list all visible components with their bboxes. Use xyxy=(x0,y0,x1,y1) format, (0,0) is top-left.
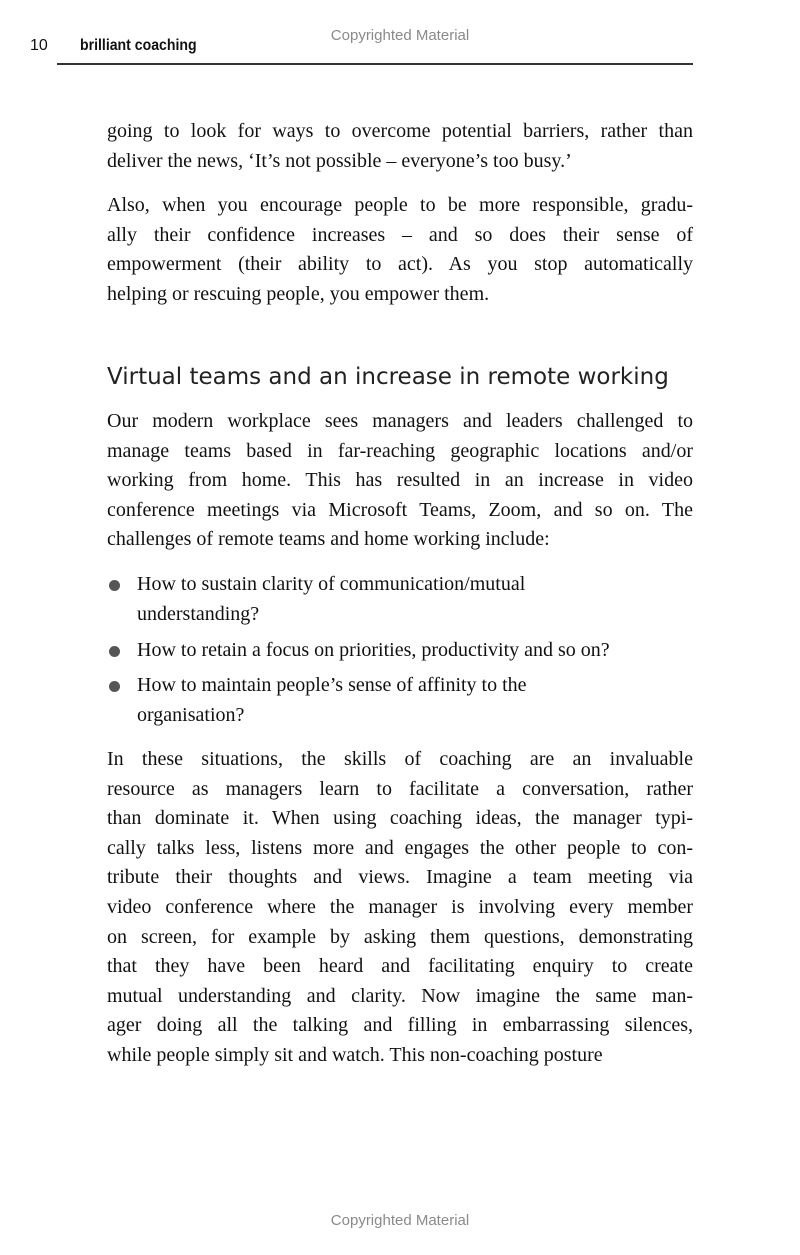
text-line: tribute their thoughts and views. Imagine a team meeting via xyxy=(107,866,693,889)
paragraph-closing xyxy=(107,745,693,1071)
text-line: while people simply sit and watch. This non-coaching posture xyxy=(107,1043,603,1066)
bullet-icon xyxy=(109,681,120,692)
text-line: How to maintain people’s sense of affinity to the xyxy=(137,674,527,696)
section-heading: Virtual teams and an increase in remote working xyxy=(107,364,669,390)
text-line: helping or rescuing people, you empower them. xyxy=(107,282,490,305)
text-line: challenges of remote teams and home working include: xyxy=(107,528,550,551)
text-line: video conference where the manager is involving every member xyxy=(107,895,693,918)
paragraph-2 xyxy=(107,191,693,309)
bullet-icon xyxy=(109,580,120,591)
text-line: going to look for ways to overcome potential barriers, rather than xyxy=(107,120,693,142)
text-line: ager doing all the talking and filling in embarrassing silences, xyxy=(107,1014,693,1037)
text-line: resource as managers learn to facilitate a conversation, rather xyxy=(107,777,693,800)
copyright-watermark-bottom: Copyrighted Material xyxy=(330,1212,470,1229)
text-line: cally talks less, listens more and engages the other people to con- xyxy=(107,836,693,859)
copyright-watermark-top: Copyrighted Material xyxy=(330,27,470,44)
paragraph-1 xyxy=(107,117,693,176)
text-line: ally their confidence increases – and so does their sense of xyxy=(107,223,693,246)
text-line: that they have been heard and facilitating enquiry to create xyxy=(107,955,693,978)
text-line: In these situations, the skills of coaching are an invaluable xyxy=(107,748,693,770)
text-line: empowerment (their ability to act). As you stop automatically xyxy=(107,253,693,276)
bullet-icon xyxy=(109,646,120,657)
header-rule xyxy=(57,63,693,65)
bullet-item xyxy=(107,671,693,730)
paragraph-intro xyxy=(107,407,693,555)
text-line: How to retain a focus on priorities, productivity and so on? xyxy=(137,639,610,661)
text-line: Our modern workplace sees managers and leaders challenged to xyxy=(107,410,693,432)
text-line: Also, when you encourage people to be more responsible, gradu- xyxy=(107,194,693,216)
text-line: working from home. This has resulted in an increase in video xyxy=(107,469,693,492)
page-number: 10 xyxy=(30,37,48,54)
text-line: than dominate it. When using coaching ideas, the manager typi- xyxy=(107,807,693,830)
text-line: understanding? xyxy=(137,602,260,625)
running-header-title: brilliant coaching xyxy=(80,37,197,54)
text-line: conference meetings via Microsoft Teams, Zoom, and so on. The xyxy=(107,498,693,521)
bullet-item xyxy=(107,636,693,666)
text-line: manage teams based in far-reaching geographic locations and/or xyxy=(107,439,693,462)
bullet-item xyxy=(107,570,693,629)
text-line: on screen, for example by asking them questions, demonstrating xyxy=(107,925,693,948)
text-line: deliver the news, ‘It’s not possible – everyone’s too busy.’ xyxy=(107,149,572,172)
text-line: organisation? xyxy=(137,703,245,726)
text-line: mutual understanding and clarity. Now imagine the same man- xyxy=(107,984,693,1007)
text-line: How to sustain clarity of communication/mutual xyxy=(137,573,526,595)
